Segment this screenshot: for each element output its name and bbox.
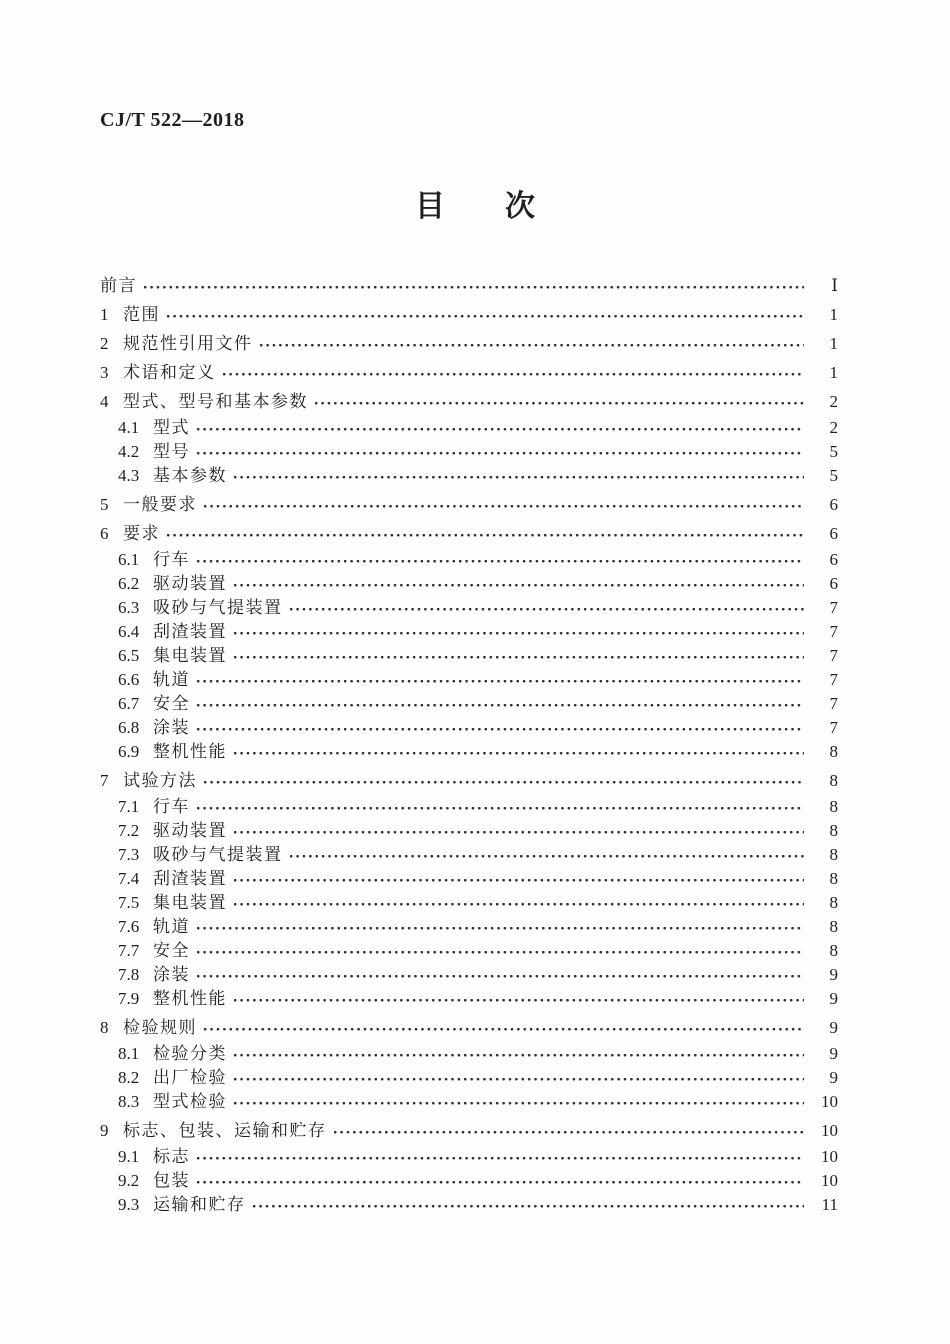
dot-leader-icon	[232, 572, 804, 596]
toc-entry-number: 6.3	[118, 598, 140, 617]
dot-leader-icon	[142, 274, 804, 298]
toc-entry-number: 2	[100, 334, 109, 353]
dot-leader-icon	[258, 332, 805, 356]
toc-entry-page: 8	[829, 742, 838, 761]
dot-leader-icon	[195, 692, 804, 716]
dot-leader-icon	[195, 416, 804, 440]
dot-leader-icon	[232, 891, 804, 915]
dot-leader-icon	[195, 440, 804, 464]
dot-leader-icon	[202, 493, 804, 517]
toc-entry-page: 7	[829, 622, 838, 641]
dot-leader-icon	[195, 716, 804, 740]
toc-entry-page: 10	[821, 1171, 838, 1190]
toc-entry-label: 包装	[153, 1171, 190, 1190]
dot-leader-icon	[288, 843, 805, 867]
toc-entry-number: 7	[100, 771, 109, 790]
toc-entry	[100, 819, 838, 843]
dot-leader-icon	[232, 867, 804, 891]
toc-entry-label: 集电装置	[153, 893, 227, 912]
toc-entry-number: 5	[100, 495, 109, 514]
toc-entry-label: 标志、包装、运输和贮存	[123, 1121, 327, 1140]
toc-entry-number: 7.3	[118, 845, 140, 864]
toc-entry-page: 8	[829, 845, 838, 864]
toc-entry-label: 涂装	[153, 718, 190, 737]
dot-leader-icon	[232, 819, 804, 843]
toc-entry	[100, 548, 838, 572]
dot-leader-icon	[195, 963, 804, 987]
toc-entry-label: 出厂检验	[153, 1068, 227, 1087]
toc-entry-label: 整机性能	[153, 989, 227, 1008]
dot-leader-icon	[232, 740, 804, 764]
toc-entry-number: 6.7	[118, 694, 140, 713]
toc-entry-page: 1	[829, 305, 838, 324]
toc-entry	[100, 1016, 838, 1040]
standard-code: CJ/T 522—2018	[100, 109, 245, 131]
toc-entry-page: 9	[829, 1068, 838, 1087]
dot-leader-icon	[221, 361, 805, 385]
toc-entry-page: Ⅰ	[831, 276, 838, 295]
toc-entry	[100, 692, 838, 716]
toc-entry-label: 规范性引用文件	[123, 334, 253, 353]
toc-entry	[100, 867, 838, 891]
toc-entry	[100, 620, 838, 644]
toc-entry-number: 7.1	[118, 797, 140, 816]
toc-entry-label: 检验分类	[153, 1044, 227, 1063]
toc-entry-label: 一般要求	[123, 495, 197, 514]
toc-entry-label: 基本参数	[153, 466, 227, 485]
toc-entry	[100, 1193, 838, 1217]
toc-entry-label: 吸砂与气提装置	[153, 845, 283, 864]
toc-entry-page: 7	[829, 670, 838, 689]
toc-entry-label: 安全	[153, 941, 190, 960]
dot-leader-icon	[232, 620, 804, 644]
dot-leader-icon	[202, 769, 804, 793]
dot-leader-icon	[313, 390, 804, 414]
toc-entry-page: 8	[829, 821, 838, 840]
dot-leader-icon	[165, 303, 804, 327]
dot-leader-icon	[232, 1066, 804, 1090]
toc-entry-number: 3	[100, 363, 109, 382]
dot-leader-icon	[195, 1145, 804, 1169]
dot-leader-icon	[232, 464, 804, 488]
toc-entry-page: 7	[829, 694, 838, 713]
toc-entry	[100, 740, 838, 764]
toc-entry	[100, 987, 838, 1011]
toc-entry	[100, 303, 838, 327]
dot-leader-icon	[165, 522, 804, 546]
toc-entry-label: 驱动装置	[153, 821, 227, 840]
toc-entry-number: 8	[100, 1018, 109, 1037]
toc-entry	[100, 843, 838, 867]
toc-entry-page: 8	[829, 869, 838, 888]
toc-entry	[100, 464, 838, 488]
toc-entry-label: 检验规则	[123, 1018, 197, 1037]
toc-entry-page: 5	[829, 466, 838, 485]
toc-entry	[100, 390, 838, 414]
toc-entry-page: 7	[829, 646, 838, 665]
toc-entry-number: 9.2	[118, 1171, 140, 1190]
toc-entry-page: 6	[829, 574, 838, 593]
toc-entry-label: 集电装置	[153, 646, 227, 665]
dot-leader-icon	[288, 596, 805, 620]
toc-entry	[100, 915, 838, 939]
toc-entry-number: 4	[100, 392, 109, 411]
toc-entry	[100, 644, 838, 668]
toc-entry-page: 9	[829, 1018, 838, 1037]
toc-entry-page: 9	[829, 1044, 838, 1063]
toc-entry-number: 6.1	[118, 550, 140, 569]
toc-entry-page: 7	[829, 718, 838, 737]
toc-entry-number: 8.1	[118, 1044, 140, 1063]
toc-entry-number: 6.5	[118, 646, 140, 665]
toc-entry	[100, 572, 838, 596]
toc-entry	[100, 939, 838, 963]
toc-entry-number: 6.2	[118, 574, 140, 593]
toc-list	[100, 269, 838, 1217]
toc-entry-number: 7.6	[118, 917, 140, 936]
toc-entry-number: 7.5	[118, 893, 140, 912]
toc-entry-page: 2	[829, 392, 838, 411]
toc-entry-label: 型式	[153, 418, 190, 437]
toc-entry-page: 8	[829, 917, 838, 936]
toc-entry-label: 标志	[153, 1147, 190, 1166]
toc-entry-number: 8.3	[118, 1092, 140, 1111]
toc-entry-page: 6	[829, 495, 838, 514]
toc-entry-label: 整机性能	[153, 742, 227, 761]
toc-entry-label: 行车	[153, 797, 190, 816]
toc-entry-label: 吸砂与气提装置	[153, 598, 283, 617]
toc-entry-page: 6	[829, 524, 838, 543]
dot-leader-icon	[232, 644, 804, 668]
toc-entry-number: 7.4	[118, 869, 140, 888]
toc-entry	[100, 1090, 838, 1114]
toc-entry-label: 刮渣装置	[153, 869, 227, 888]
toc-entry-page: 9	[829, 989, 838, 1008]
toc-entry-page: 8	[829, 941, 838, 960]
toc-entry-label: 运输和贮存	[153, 1195, 246, 1214]
toc-entry	[100, 963, 838, 987]
dot-leader-icon	[195, 915, 804, 939]
toc-entry-label: 驱动装置	[153, 574, 227, 593]
toc-entry-number: 4.1	[118, 418, 140, 437]
toc-entry-number: 9	[100, 1121, 109, 1140]
toc-entry-number: 4.2	[118, 442, 140, 461]
toc-entry-number: 6	[100, 524, 109, 543]
dot-leader-icon	[202, 1016, 804, 1040]
dot-leader-icon	[195, 548, 804, 572]
toc-entry-number: 6.8	[118, 718, 140, 737]
toc-entry-page: 8	[829, 771, 838, 790]
toc-entry	[100, 522, 838, 546]
toc-entry	[100, 769, 838, 793]
toc-entry-page: 11	[821, 1195, 838, 1214]
toc-entry	[100, 1145, 838, 1169]
dot-leader-icon	[232, 1042, 804, 1066]
toc-entry-label: 行车	[153, 550, 190, 569]
toc-title: 目 次	[415, 190, 535, 223]
dot-leader-icon	[251, 1193, 805, 1217]
toc-entry	[100, 716, 838, 740]
toc-entry	[100, 440, 838, 464]
toc-entry-number: 4.3	[118, 466, 140, 485]
toc-entry-number: 7.7	[118, 941, 140, 960]
toc-entry	[100, 1042, 838, 1066]
toc-entry-number: 7.9	[118, 989, 140, 1008]
toc-entry-label: 型号	[153, 442, 190, 461]
toc-entry-number: 6.4	[118, 622, 140, 641]
toc-entry	[100, 795, 838, 819]
toc-entry-page: 8	[829, 797, 838, 816]
toc-entry	[100, 493, 838, 517]
toc-entry	[100, 1066, 838, 1090]
toc-entry-label: 试验方法	[123, 771, 197, 790]
dot-leader-icon	[232, 987, 804, 1011]
toc-entry	[100, 891, 838, 915]
toc-entry	[100, 416, 838, 440]
toc-entry	[100, 596, 838, 620]
toc-entry	[100, 668, 838, 692]
toc-entry-label: 刮渣装置	[153, 622, 227, 641]
dot-leader-icon	[195, 939, 804, 963]
toc-entry	[100, 361, 838, 385]
toc-entry-page: 9	[829, 965, 838, 984]
dot-leader-icon	[195, 668, 804, 692]
toc-entry-page: 6	[829, 550, 838, 569]
toc-entry-label: 前言	[100, 276, 137, 295]
toc-entry-number: 9.3	[118, 1195, 140, 1214]
toc-entry-page: 7	[829, 598, 838, 617]
toc-entry-page: 1	[829, 363, 838, 382]
toc-entry-page: 10	[821, 1121, 838, 1140]
toc-entry-number: 7.8	[118, 965, 140, 984]
toc-entry-label: 术语和定义	[123, 363, 216, 382]
toc-entry-label: 范围	[123, 305, 160, 324]
toc-entry	[100, 1119, 838, 1143]
dot-leader-icon	[195, 795, 804, 819]
toc-entry-page: 2	[829, 418, 838, 437]
dot-leader-icon	[232, 1090, 804, 1114]
toc-entry-number: 8.2	[118, 1068, 140, 1087]
dot-leader-icon	[332, 1119, 805, 1143]
toc-entry-page: 10	[821, 1092, 838, 1111]
toc-entry-page: 10	[821, 1147, 838, 1166]
toc-entry-page: 1	[829, 334, 838, 353]
toc-entry-number: 6.6	[118, 670, 140, 689]
toc-entry-label: 型式、型号和基本参数	[123, 392, 308, 411]
toc-entry	[100, 274, 838, 298]
toc-entry	[100, 332, 838, 356]
dot-leader-icon	[195, 1169, 804, 1193]
toc-entry-label: 安全	[153, 694, 190, 713]
toc-entry-page: 8	[829, 893, 838, 912]
toc-entry-label: 要求	[123, 524, 160, 543]
toc-entry-label: 涂装	[153, 965, 190, 984]
toc-entry-label: 轨道	[153, 670, 190, 689]
toc-entry-page: 5	[829, 442, 838, 461]
toc-entry-number: 1	[100, 305, 109, 324]
toc-entry-number: 6.9	[118, 742, 140, 761]
toc-entry-number: 9.1	[118, 1147, 140, 1166]
toc-entry-label: 型式检验	[153, 1092, 227, 1111]
toc-entry-number: 7.2	[118, 821, 140, 840]
toc-entry-label: 轨道	[153, 917, 190, 936]
toc-entry	[100, 1169, 838, 1193]
